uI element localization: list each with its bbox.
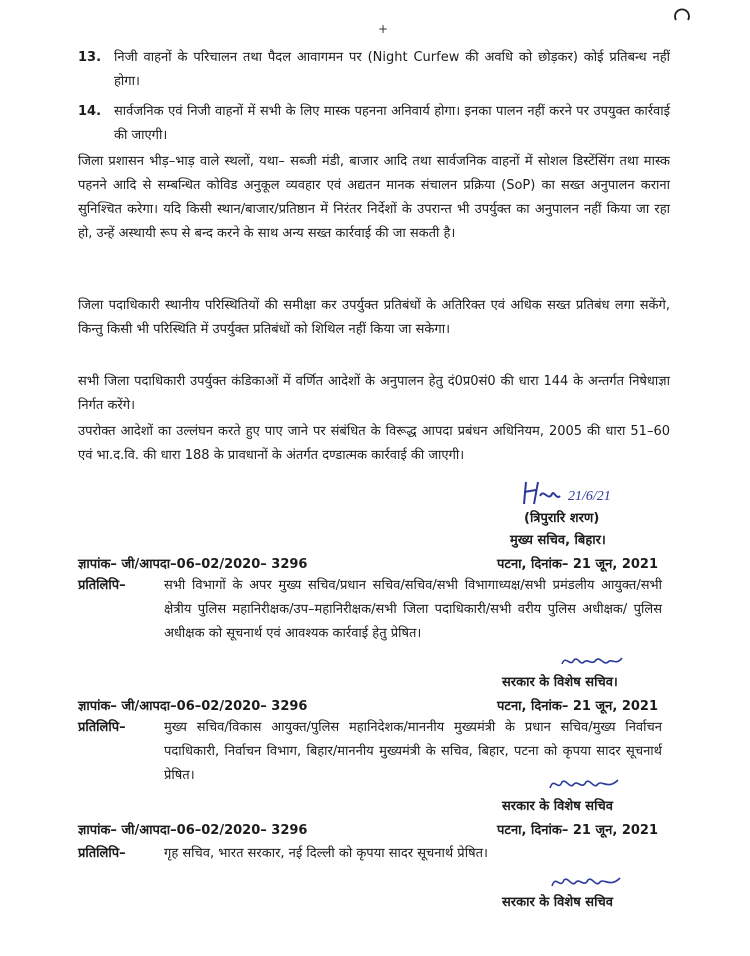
special-secretary-initials-1	[560, 652, 630, 670]
special-secretary-initials-2	[548, 774, 628, 794]
copy-recipients: गृह सचिव, भारत सरकार, नई दिल्ली को कृपया सादर सूचनार्थ प्रेषित।	[164, 846, 488, 861]
copy-recipients: मुख्य सचिव/विकास आयुक्त/पुलिस महानिदेशक/माननीय मुख्यमंत्री के प्रधान सचिव/मुख्य निर्वाचन पदाधिकारी, निर्वाचन विभाग, बिहार/माननीय मुख्यमंत्री के सचिव, बिहार, पटना को कृपया सादर सूचनार्थ प्रेषित।	[164, 720, 662, 783]
paragraph-additional-restrictions: जिला पदाधिकारी स्थानीय परिस्थितियों की समीक्षा कर उपर्युक्त प्रतिबंधों के अतिरिक्त एवं अधिक सख्त प्रतिबंध लगा सकेंगे, किन्तु किसी भी परिस्थिति में उपर्युक्त प्रतिबंधों को शिथिल नहीं किया जा सकेगा।	[78, 298, 670, 337]
memo-place-date: पटना, दिनांक– 21 जून, 2021	[497, 699, 658, 714]
item-number: 13.	[78, 50, 102, 65]
copy-label: प्रतिलिपि–	[78, 720, 126, 735]
signatory-designation: मुख्य सचिव, बिहार।	[510, 533, 606, 548]
paragraph-section-144: सभी जिला पदाधिकारी उपर्युक्त कंडिकाओं में वर्णित आदेशों के अनुपालन हेतु दं0प्र0सं0 की धारा 144 के अन्तर्गत निषेधाज्ञा निर्गत करेंगे।	[78, 374, 670, 413]
paragraph-covid-compliance: जिला प्रशासन भीड़–भाड़ वाले स्थलों, यथा– सब्जी मंडी, बाजार आदि तथा सार्वजनिक वाहनों में सोशल डिस्टेंसिंग तथा मास्क पहनने आदि से सम्बन्धित कोविड अनुकूल व्यवहार एवं अद्यतन मानक संचालन प्रक्रिया (SoP) का सख्त अनुपालन कराना सुनिश्चित करेगा। यदि किसी स्थान/बाजार/प्रतिष्ठान में निरंतर निर्देशों के उपरान्त भी उपर्युक्त का अनुपालन नहीं किया जा रहा हो, उन्हें अस्थायी रूप से बन्द करने के साथ अन्य सख्त कार्रवाई की जा सकती है।	[78, 154, 670, 241]
memo-number: ज्ञापांक– जी/आपदा–06–02/2020– 3296	[78, 699, 308, 714]
special-secretary-designation-2: सरकार के विशेष सचिव	[502, 799, 613, 814]
special-secretary-initials-3	[550, 872, 630, 892]
special-secretary-designation-3: सरकार के विशेष सचिव	[502, 895, 613, 910]
paragraph-penal-action: उपरोक्त आदेशों का उल्लंघन करते हुए पाए जाने पर संबंधित के विरूद्ध आपदा प्रबंधन अधिनियम, 2005 की धारा 51–60 एवं भा.द.वि. की धारा 188 के प्रावधानों के अंतर्गत दण्डात्मक कार्रवाई की जाएगी।	[78, 424, 670, 463]
item-text: सार्वजनिक एवं निजी वाहनों में सभी के लिए मास्क पहनना अनिवार्य होगा। इनका पालन नहीं करने पर उपयुक्त कार्रवाई की जाएगी।	[114, 104, 670, 143]
memo-number: ज्ञापांक– जी/आपदा–06–02/2020– 3296	[78, 823, 308, 838]
copy-recipients: सभी विभागों के अपर मुख्य सचिव/प्रधान सचिव/सचिव/सभी विभागाध्यक्ष/सभी प्रमंडलीय आयुक्त/सभी क्षेत्रीय पुलिस महानिरीक्षक/उप–महानिरीक्षक/सभी जिला पदाधिकारी/सभी वरीय पुलिस अधीक्षक/ पुलिस अधीक्षक को सूचनार्थ एवं आवश्यक कार्रवाई हेतु प्रेषित।	[164, 578, 662, 641]
copy-label: प्रतिलिपि–	[78, 578, 126, 593]
page-mark: +	[378, 22, 389, 36]
memo-place-date: पटना, दिनांक– 21 जून, 2021	[497, 557, 658, 572]
chief-secretary-signature	[520, 478, 640, 510]
memo-place-date: पटना, दिनांक– 21 जून, 2021	[497, 823, 658, 838]
special-secretary-designation-1: सरकार के विशेष सचिव।	[502, 675, 618, 690]
item-number: 14.	[78, 104, 102, 119]
item-text: निजी वाहनों के परिचालन तथा पैदल आवागमन पर (Night Curfew की अवधि को छोड़कर) कोई प्रतिबन्ध नहीं होगा।	[114, 50, 670, 89]
svg-text:21/6/21: 21/6/21	[568, 489, 611, 504]
signatory-name: (त्रिपुरारि शरण)	[524, 511, 600, 526]
memo-number: ज्ञापांक– जी/आपदा–06–02/2020– 3296	[78, 557, 308, 572]
copy-label: प्रतिलिपि–	[78, 846, 126, 861]
refresh-arc-icon[interactable]	[672, 6, 692, 26]
